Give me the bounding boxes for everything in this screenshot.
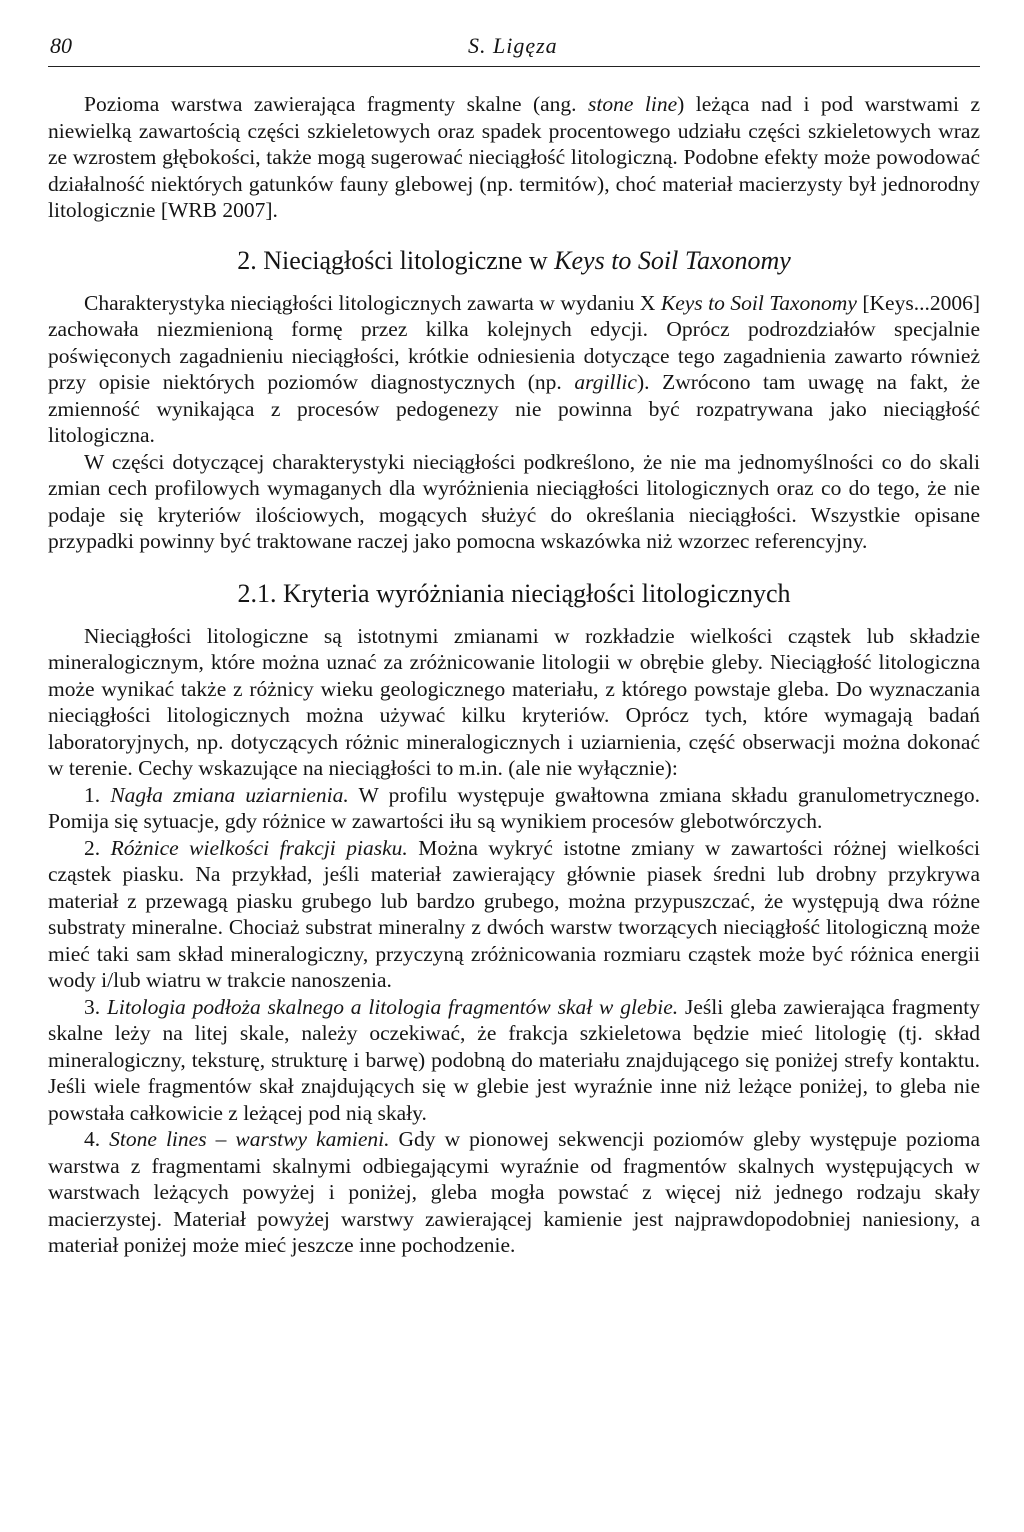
list-item-number: 4. xyxy=(84,1127,110,1151)
page xyxy=(48,0,980,1259)
section-2-heading-italic: Keys to Soil Taxonomy xyxy=(554,245,791,275)
criteria-list xyxy=(48,782,980,1259)
section-2-1-heading: 2.1. Kryteria wyróżniania nieciągłości litologicznych xyxy=(237,578,791,608)
list-item-text: W profilu występuje gwałtowna zmiana składu granulometrycznego. Pomija się sytuacje, gdy różnice w zawartości iłu są wynikiem procesów glebotwórczych. xyxy=(48,782,980,833)
s2p1-italic-2: argillic xyxy=(574,370,637,394)
s2p1-text-1: Charakterystyka nieciągłości litologicznych zawarta w wydaniu X xyxy=(84,290,661,315)
s2p1-text-2: [Keys...2006] zachowała niezmienioną formę przez kilka kolejnych edycji. Oprócz podrozdziałów specjalnie poświęconych zagadnieniu nieciągłości, krótkie odniesienia dotyczące tego zagadnienia zawarto również przy opisie niektórych poziomów diagnostycznych (np. xyxy=(48,290,981,394)
list-item-title: Stone lines – warstwy kamieni. xyxy=(109,1127,390,1151)
page-number: 80 xyxy=(50,33,72,58)
list-item-text: Jeśli gleba zawierająca fragmenty skalne leży na litej skale, należy oczekiwać, że frakcja szkieletowa będzie mieć litologię (tj. skład mineralogiczny, teksturę, strukturę i barwę) podobną do materiału znajdującego się poniżej strefy kontaktu. Jeśli wiele fragmentów skał znajdujących się w glebie jest wyraźnie inne niż leżące poniżej, to gleba nie powstała całkowicie z leżącej pod nią skały. xyxy=(48,994,980,1125)
list-item-text: Można wykryć istotne zmiany w zawartości różnej wielkości cząstek piasku. Na przykład, jeśli materiał zawierający głównie piasek średni lub drobny przykrywa materiał z przewagą piasku grubego lub bardzo grubego, można przypuszczać, że występują dwa różne substraty mineralne. Chociaż substrat mineralny z dwóch warstw tworzących nieciągłość litologiczną może mieć taki sam skład mineralogiczny, przyczyną zróżnicowania rozmiaru cząstek może być różnica energii wody i/lub wiatru w trakcie nanoszenia. xyxy=(48,835,980,992)
list-item xyxy=(48,1126,980,1259)
section-2-heading-text: 2. Nieciągłości litologiczne w xyxy=(237,245,555,275)
section-2-paragraph-2: W części dotyczącej charakterystyki nieciągłości podkreślono, że nie ma jednomyślności co do skali zmian cech profilowych wymaganych dla wyróżnienia nieciągłości litologicznych oraz co do tego, że nie podaje się kryteriów ilościowych, mogących służyć do określania nieciągłości. Wszystkie opisane przypadki powinny być traktowane raczej jako pomocna wskazówka niż wzorzec referencyjny. xyxy=(48,449,980,553)
list-item-number: 3. xyxy=(84,994,107,1019)
list-item xyxy=(48,994,980,1127)
list-item-title: Litologia podłoża skalnego a litologia fragmentów skał w glebie. xyxy=(106,994,679,1019)
intro-text-2: ) leżąca nad i pod warstwami z niewielką zawartością części szkieletowych oraz spadek procentowego udziału części szkieletowych wraz ze wzrostem głębokości, także mogą sugerować nieciągłość litologiczną. Podobne efekty może powodować działalność niektórych gatunków fauny glebowej (np. termitów), choć materiał macierzysty był jednorodny litologicznie [WRB 2007]. xyxy=(48,92,980,222)
list-item-title: Różnice wielkości frakcji piasku. xyxy=(110,835,408,860)
running-head-author: S. Ligęza xyxy=(468,33,558,58)
page-header xyxy=(48,0,980,67)
s2p1-italic-1: Keys to Soil Taxonomy xyxy=(660,290,857,315)
intro-paragraph xyxy=(48,91,980,224)
list-item xyxy=(48,782,980,835)
list-item-number: 2. xyxy=(84,835,111,860)
section-2-paragraph-1 xyxy=(48,290,980,449)
s2p1-text-3: ). Zwrócono tam uwagę na fakt, że zmienność wynikająca z procesów pedogenezy nie powinna być rozpatrywana jako nieciągłość litologiczna. xyxy=(48,370,980,447)
intro-text-1: Pozioma warstwa zawierająca fragmenty skalne (ang. xyxy=(84,92,589,116)
section-2-heading xyxy=(48,246,980,276)
list-item-text: Gdy w pionowej sekwencji poziomów gleby występuje pozioma warstwa z fragmentami skalnymi odbiegającymi wyraźnie od fragmentów skalnych występujących w warstwach leżących powyżej i poniżej, gleba mogła powstać z więcej niż jednego rodzaju skały macierzystej. Materiał powyżej warstwy zawierającej kamienie jest najprawdopodobniej naniesiony, a materiał poniżej może mieć jeszcze inne pochodzenie. xyxy=(48,1127,980,1257)
intro-italic-term: stone line xyxy=(588,92,678,116)
section-2-1-paragraph-1: Nieciągłości litologiczne są istotnymi zmianami w rozkładzie wielkości cząstek lub składzie mineralogicznym, które można uznać za zróżnicowanie litologii w obrębie gleby. Nieciągłość litologiczna może wynikać także z różnicy wieku geologicznego materiału, z którego powstaje gleba. Do wyznaczania nieciągłości litologicznych można używać kilku kryteriów. Oprócz tych, które wymagają badań laboratoryjnych, np. dotyczących różnic mineralogicznych i uziarnienia, część obserwacji można dokonać w terenie. Cechy wskazujące na nieciągłości to m.in. (ale nie wyłącznie): xyxy=(48,623,980,780)
list-item-number: 1. xyxy=(84,782,111,807)
list-item xyxy=(48,835,980,994)
list-item-title: Nagła zmiana uziarnienia. xyxy=(110,782,349,807)
